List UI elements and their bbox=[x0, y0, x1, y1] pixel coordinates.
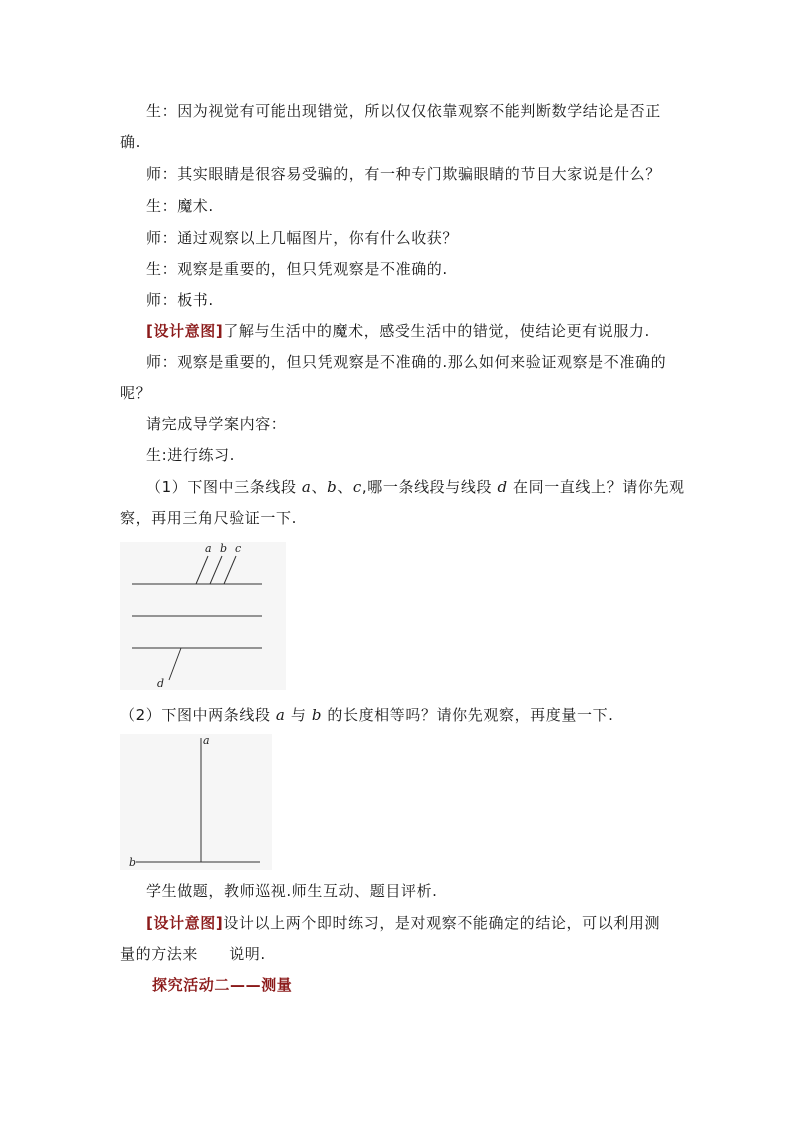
question-1-continued: 察，再用三角尺验证一下. bbox=[120, 509, 297, 527]
label-b: b bbox=[129, 856, 137, 869]
instruction-line: 请完成导学案内容： bbox=[146, 415, 287, 433]
segment-c bbox=[224, 556, 236, 584]
design-intent-continued: 量的方法来 说明. bbox=[120, 945, 266, 963]
figure-line-segments-collinear bbox=[120, 542, 286, 690]
design-intent-text: 设计以上两个即时练习，是对观察不能确定的结论，可以利用测 bbox=[223, 914, 661, 932]
question-2: （2）下图中两条线段 a 与 b 的长度相等吗？请你先观察，再度量一下. bbox=[120, 706, 614, 724]
label-d: d bbox=[157, 677, 165, 690]
segment-a bbox=[196, 556, 208, 584]
label-c: c bbox=[235, 542, 242, 555]
design-intent-tag: [设计意图] bbox=[146, 914, 224, 932]
dialogue-line: 生：魔术. bbox=[146, 197, 214, 215]
dialogue-line: 师：板书. bbox=[146, 291, 214, 309]
label-a: a bbox=[203, 734, 210, 747]
design-intent-text: 了解与生活中的魔术，感受生活中的错觉，使结论更有说服力. bbox=[223, 322, 650, 340]
dialogue-line: 师：通过观察以上几幅图片，你有什么收获？ bbox=[146, 229, 459, 247]
dialogue-line: 师：其实眼睛是很容易受骗的，有一种专门欺骗眼睛的节目大家说是什么？ bbox=[146, 165, 661, 183]
design-intent-paragraph bbox=[146, 913, 660, 933]
label-b: b bbox=[220, 542, 228, 555]
dialogue-line: 师：观察是重要的，但只凭观察是不准确的.那么如何来验证观察是不准确的 bbox=[146, 353, 667, 371]
label-a: a bbox=[205, 542, 212, 555]
dialogue-line: 生：因为视觉有可能出现错觉，所以仅仅依靠观察不能判断数学结论是否正 bbox=[146, 102, 661, 120]
design-intent-tag: [设计意图] bbox=[146, 322, 224, 340]
segment-d bbox=[169, 648, 181, 680]
figure-segment-lengths bbox=[120, 734, 272, 870]
design-intent-paragraph bbox=[146, 321, 650, 341]
section-heading: 探究活动二——测量 bbox=[152, 976, 293, 994]
dialogue-line: 生:进行练习. bbox=[146, 446, 236, 464]
segment-b bbox=[210, 556, 222, 584]
question-1: （1）下图中三条线段 a、b、c,哪一条线段与线段 d 在同一直线上？请你先观 bbox=[146, 478, 685, 496]
classroom-activity-line: 学生做题，教师巡视.师生互动、题目评析. bbox=[146, 882, 438, 900]
dialogue-line: 确. bbox=[120, 133, 141, 151]
dialogue-line: 呢？ bbox=[120, 384, 152, 402]
dialogue-line: 生：观察是重要的，但只凭观察是不准确的. bbox=[146, 260, 448, 278]
